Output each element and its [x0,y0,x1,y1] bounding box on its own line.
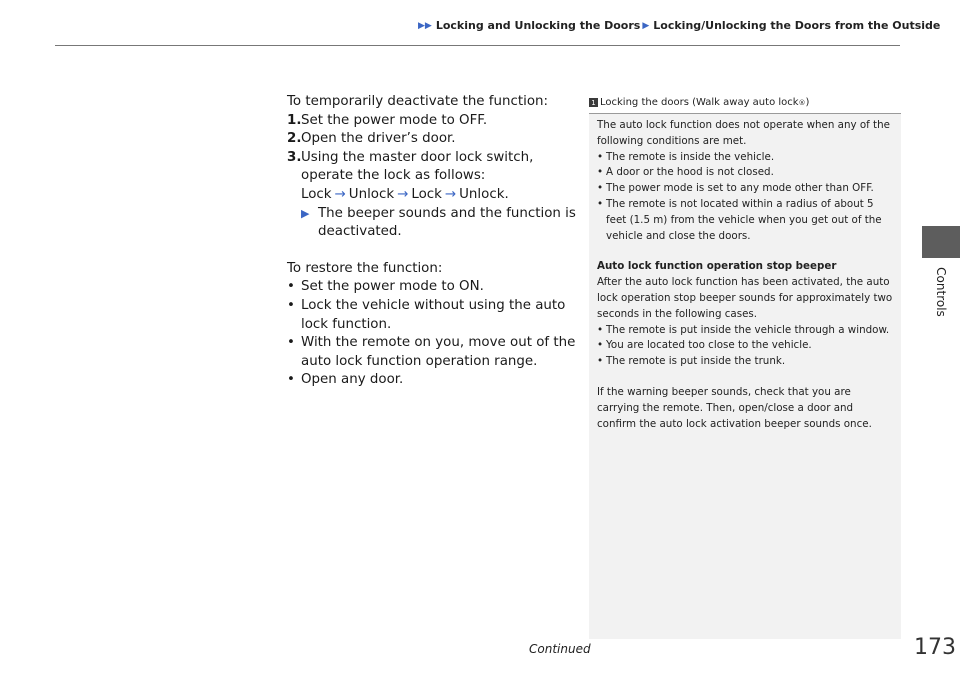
list-item [597,323,895,339]
breadcrumb-item-outside: Locking/Unlocking the Doors from the Outside [653,19,941,32]
list-item [287,371,577,390]
list-item-text: The remote is inside the vehicle. [606,150,775,163]
step-number: 3. [287,149,302,165]
bullet-icon: • [597,150,604,163]
sidebar-header [589,96,901,114]
sidebar-subheading: Auto lock function operation stop beeper [597,260,837,273]
page-number: 173 [914,635,956,660]
step-text: Using the master door lock switch, operate the lock as follows: [301,149,534,184]
double-arrow-icon: ▶▶ [418,20,432,31]
bullet-icon: • [597,197,604,210]
right-arrow-icon: → [444,186,457,202]
continued-label: Continued [529,642,591,656]
list-item [597,165,895,181]
arrow-icon: ▶ [642,20,650,31]
step-2 [287,130,577,149]
section-label-text: Controls [934,267,949,317]
list-item [287,334,577,371]
restore-title: To restore the function: [287,260,443,276]
sequence-item: Unlock [348,186,395,202]
sidebar-title-close: ) [805,97,810,108]
list-item-text: You are located too close to the vehicle. [606,339,812,352]
step-result [287,205,577,242]
sidebar-paragraph: The auto lock function does not operate when any of the following conditions are met. [597,119,890,147]
list-item-text: A door or the hood is not closed. [606,166,774,179]
registered-mark: ® [798,98,806,107]
list-item-text: The remote is put inside the trunk. [606,355,786,368]
sidebar-paragraph: If the warning beeper sounds, check that you are carrying the remote. Then, open/close a door and confirm the auto lock activation beeper sounds once. [597,385,872,430]
sidebar-body [597,118,895,432]
deactivate-intro: To temporarily deactivate the function: [287,94,549,109]
main-content [287,93,577,390]
step-number: 2. [287,131,302,147]
right-arrow-icon: → [334,186,346,202]
bullet-icon: • [597,323,604,336]
breadcrumb-item-doors: Locking and Unlocking the Doors [435,19,641,32]
list-item [287,297,577,334]
bullet-icon: • [597,355,604,368]
note-reference-icon: 1 [589,98,598,107]
bullet-icon: • [287,297,295,313]
section-label [922,262,960,322]
result-text: The beeper sounds and the function is deactivated. [318,205,576,240]
step-3 [287,149,577,186]
bullet-icon: • [287,335,295,351]
sidebar-paragraph: After the auto lock function has been activated, the auto lock operation stop beeper sounds for approximately two seconds in the following cases. [597,276,893,320]
bullet-icon: • [287,279,295,295]
sequence-item: Unlock. [459,186,509,202]
list-item [287,278,577,297]
list-item-text: With the remote on you, move out of the auto lock function operation range. [301,335,576,369]
list-item-text: The remote is not located within a radius of about 5 feet (1.5 m) from the vehicle when you get out of the vehicle and close the doors. [606,197,882,242]
list-item [597,354,895,370]
list-item [597,150,895,166]
bullet-icon: • [597,166,604,179]
sidebar-title [589,97,809,108]
sequence-item: Lock [301,186,332,202]
list-item [597,338,895,354]
list-item-text: The remote is put inside the vehicle through a window. [606,323,890,336]
page-header [0,0,960,46]
step-text: Set the power mode to OFF. [301,112,488,128]
list-item-text: The power mode is set to any mode other than OFF. [606,182,874,195]
step-1 [287,112,577,131]
lock-sequence [287,186,577,205]
step-text: Open the driver’s door. [301,131,456,147]
step-number: 1. [287,112,302,128]
list-item [597,197,895,244]
sequence-item: Lock [411,186,442,202]
bullet-icon: • [597,339,604,352]
list-item [597,181,895,197]
header-rule [55,45,900,46]
bullet-icon: • [597,182,604,195]
sidebar-title-text: Locking the doors (Walk away auto lock [600,97,799,108]
sidebar-note [589,96,901,639]
list-item-text: Lock the vehicle without using the auto lock function. [301,297,566,332]
list-item-text: Open any door. [301,372,404,388]
bullet-icon: • [287,372,295,388]
right-arrow-icon: → [397,186,409,202]
result-arrow-icon: ▶ [301,206,310,220]
section-tab-marker [922,226,960,258]
list-item-text: Set the power mode to ON. [301,279,484,295]
breadcrumb [418,19,940,32]
